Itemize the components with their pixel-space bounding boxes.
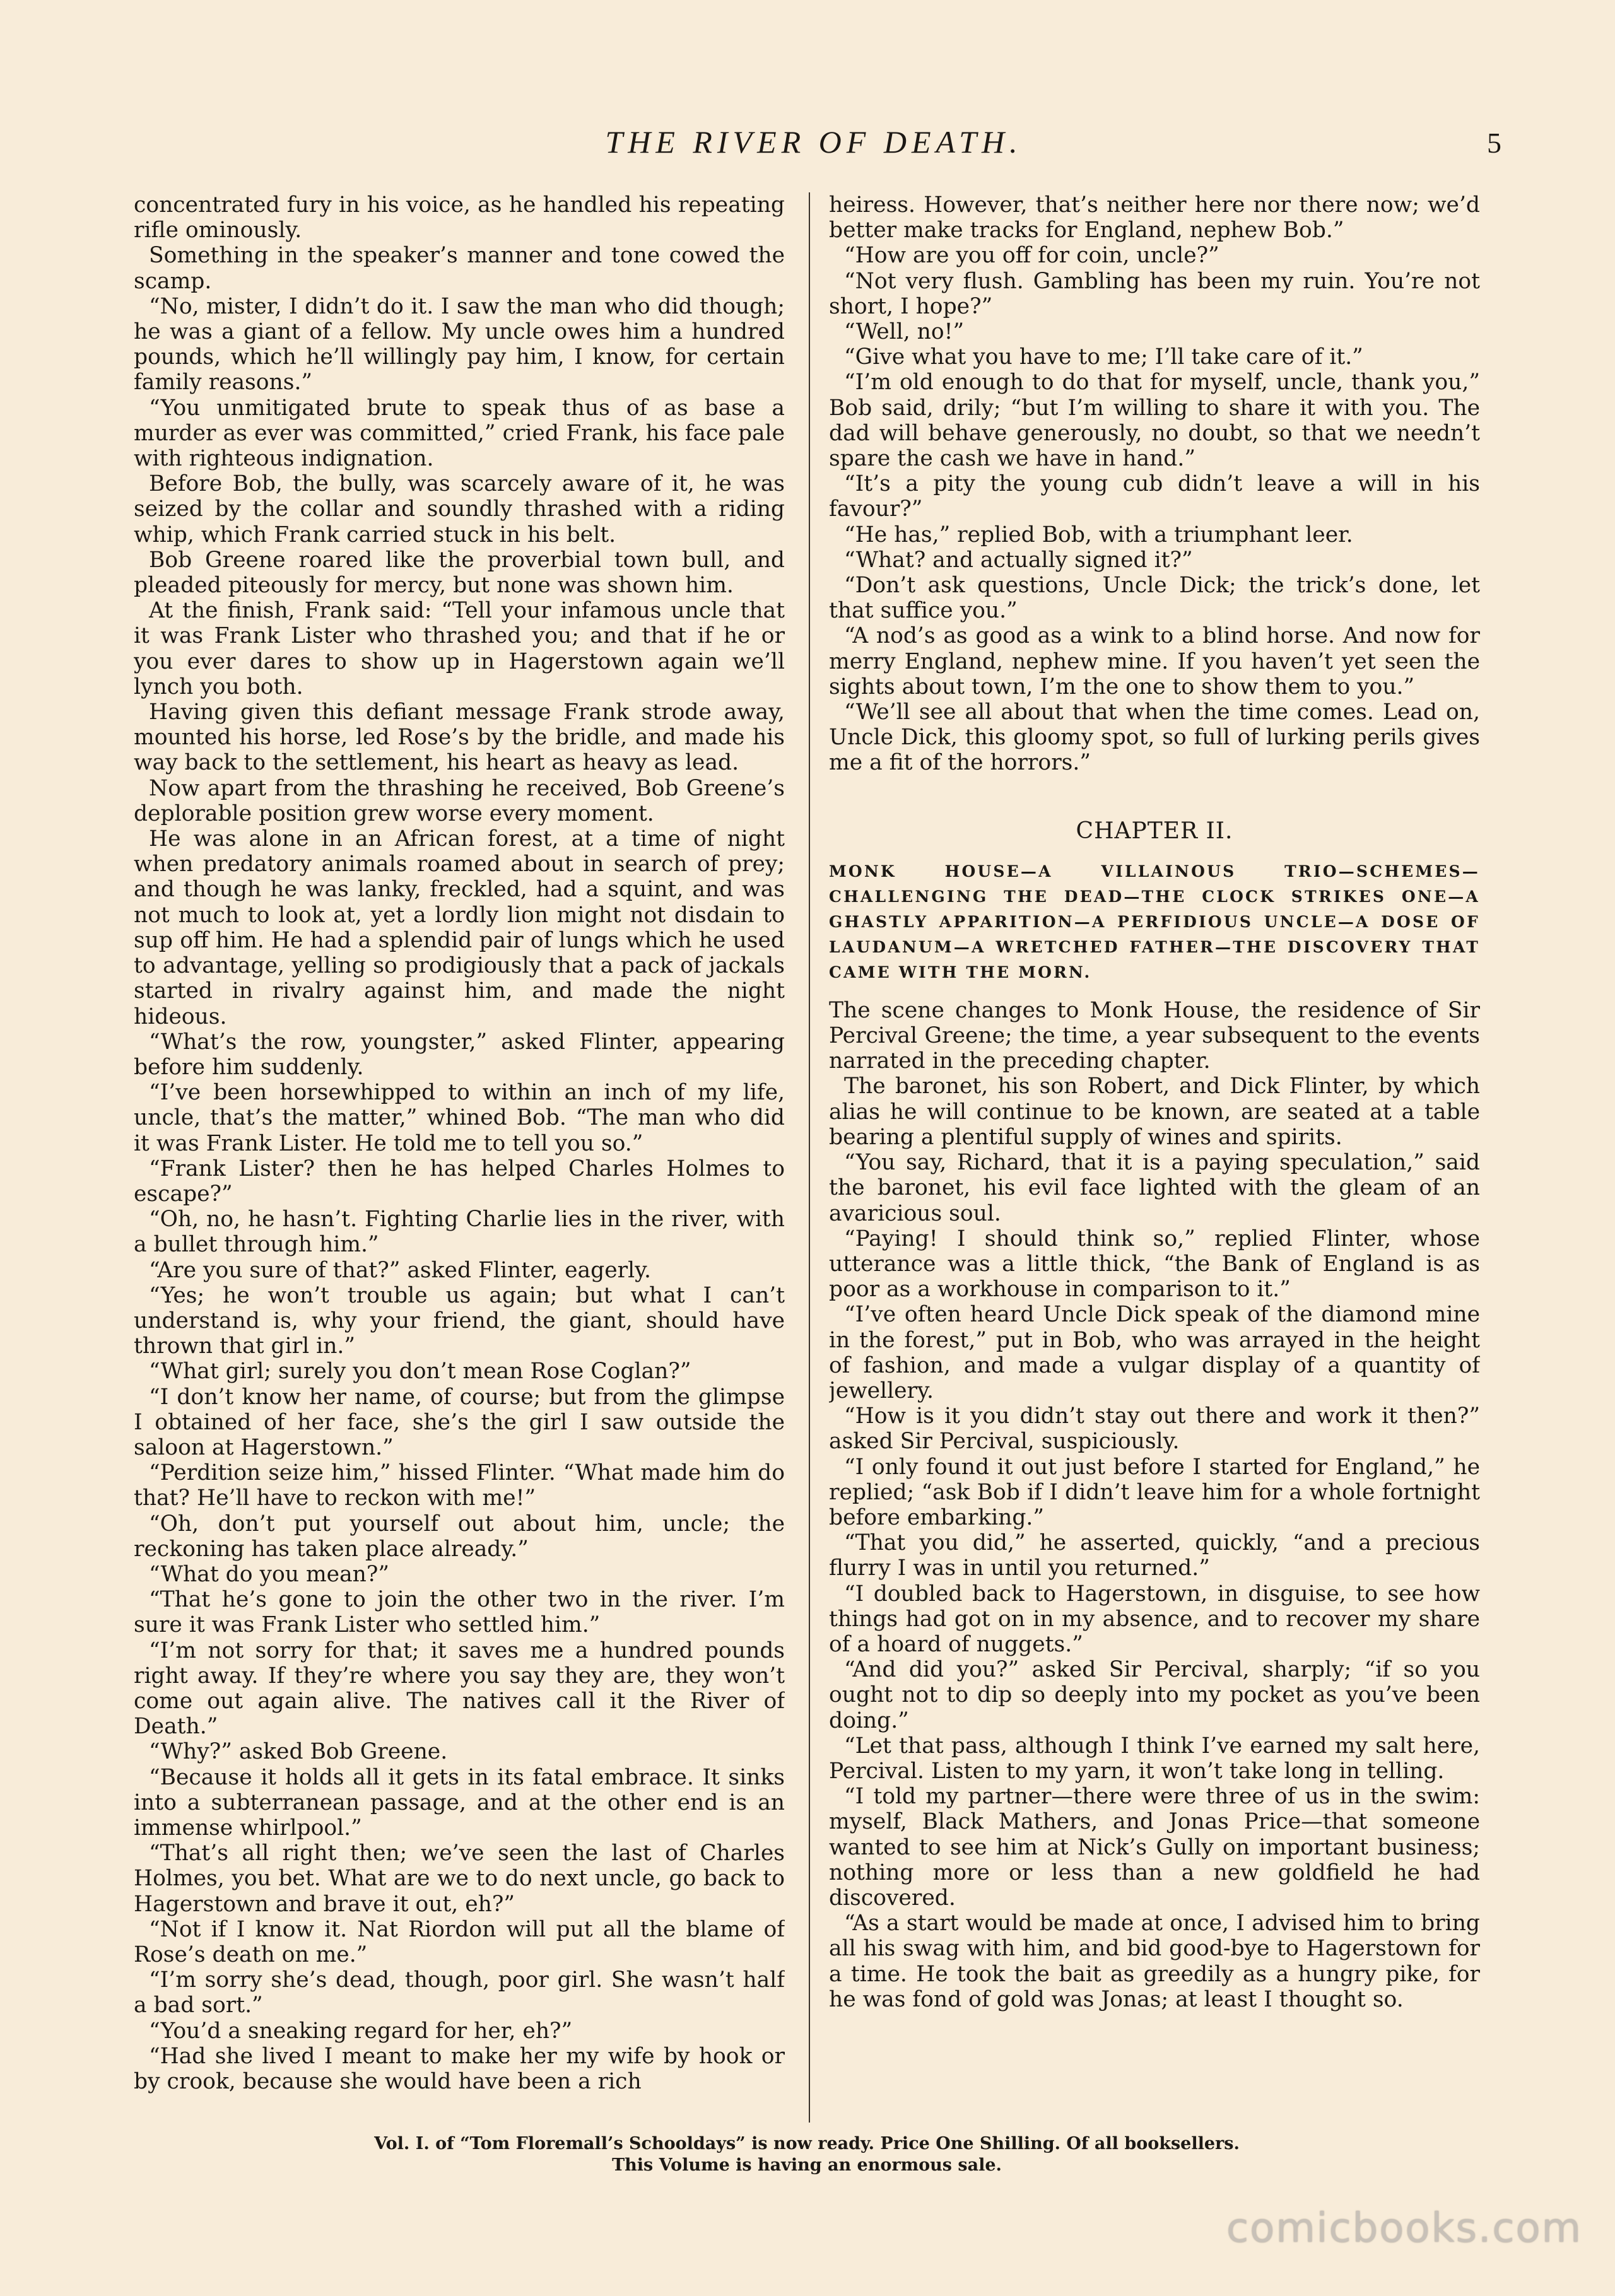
paragraph: Before Bob, the bully, was scarcely aware of it, he was seized by the collar and soundly thrashed with a riding whip, which Frank carried stuck in his belt. xyxy=(134,471,785,548)
paragraph: “Perdition seize him,” hissed Flinter. “What made him do that? He’ll have to reckon with me!” xyxy=(134,1460,785,1511)
paragraph: “Yes; he won’t trouble us again; but what I can’t understand is, why your friend, the giant, should have thrown that girl in.” xyxy=(134,1282,785,1359)
advertisement-footer xyxy=(134,2133,1480,2176)
paragraph: “Frank Lister? then he has helped Charles Holmes to escape?” xyxy=(134,1156,785,1207)
paragraph: “Because it holds all it gets in its fatal embrace. It sinks into a subterranean passage, and at the other end is an immense whirlpool.” xyxy=(134,1764,785,1841)
paragraph: “Had she lived I meant to make her my wife by hook or by crook, because she would have been a rich xyxy=(134,2043,785,2095)
watermark: comicbooks.com xyxy=(1226,2205,1582,2252)
paragraph: “And did you?” asked Sir Percival, sharply; “if so you ought not to dip so deeply into my pocket as you’ve been doing.” xyxy=(829,1657,1480,1733)
paragraph: “That you did,” he asserted, quickly, “and a precious flurry I was in until you returned.” xyxy=(829,1530,1480,1581)
paragraph: heiress. However, that’s neither here nor there now; we’d better make tracks for England, nephew Bob.” xyxy=(829,192,1480,243)
right-column-top-text xyxy=(829,192,1480,776)
paragraph: “I’ve been horsewhipped to within an inch of my life, uncle, that’s the matter,” whined Bob. “The man who did it was Frank Lister. He told me to tell you so.” xyxy=(134,1080,785,1156)
running-title: THE RIVER OF DEATH. xyxy=(605,124,1023,160)
paragraph: “Why?” asked Bob Greene. xyxy=(149,1739,448,1765)
paragraph: Something in the speaker’s manner and tone cowed the scamp. xyxy=(134,243,785,294)
paragraph: Having given this defiant message Frank strode away, mounted his horse, led Rose’s by the bridle, and made his way back to the settlement, his heart as heavy as lead. xyxy=(134,700,785,776)
right-column-bottom-text xyxy=(829,998,1480,2012)
paragraph: “How is it you didn’t stay out there and work it then?” asked Sir Percival, suspiciously. xyxy=(829,1403,1480,1455)
paragraph: “I don’t know her name, of course; but from the glimpse I obtained of her face, she’s the girl I saw outside the saloon at Hagerstown.” xyxy=(134,1384,785,1460)
paragraph: “I’ve often heard Uncle Dick speak of the diamond mine in the forest,” put in Bob, who was arrayed in the height of fashion, and made a vulgar display of a quantity of jewellery. xyxy=(829,1302,1480,1403)
paragraph: “What do you mean?” xyxy=(149,1561,389,1587)
paragraph: “Paying! I should think so,” replied Flinter, whose utterance was a little thick, “the Bank of England is as poor as a workhouse in comparison to it.” xyxy=(829,1226,1480,1303)
paragraph: “I’m not sorry for that; it saves me a hundred pounds right away. If they’re where you say they are, they won’t come out again alive. The natives call it the River of Death.” xyxy=(134,1637,785,1740)
paragraph: “I doubled back to Hagerstown, in disguise, to see how things had got on in my absence, and to recover my share of a hoard of nuggets.” xyxy=(829,1581,1480,1657)
paragraph: “I’m old enough to do that for myself, uncle, thank you,” Bob said, drily; “but I’m willing to share it with you. The dad will behave generously, no doubt, so that we needn’t spare the cash we have in hand.” xyxy=(829,370,1480,472)
paragraph: “A nod’s as good as a wink to a blind horse. And now for merry England, nephew mine. If you haven’t yet seen the sights about town, I’m the one to show them to you.” xyxy=(829,623,1480,700)
paragraph: At the finish, Frank said: “Tell your infamous uncle that it was Frank Lister who thrashed you; and that if he or you ever dares to show up in Hagerstown again we’ll lynch you both. xyxy=(134,598,785,700)
paragraph: “You’d a sneaking regard for her, eh?” xyxy=(149,2018,573,2044)
advertisement-line-1: Vol. I. of “Tom Floremall’s Schooldays” is now ready. Price One Shilling. Of all booksellers. xyxy=(374,2134,1240,2153)
paragraph: “How are you off for coin, uncle?” xyxy=(844,243,1219,269)
left-column xyxy=(134,192,785,2129)
paragraph: “That he’s gone to join the other two in the river. I’m sure it was Frank Lister who settled him.” xyxy=(134,1587,785,1638)
paragraph: “It’s a pity the young cub didn’t leave a will in his favour?” xyxy=(829,471,1480,522)
paragraph: “Let that pass, although I think I’ve earned my salt here, Percival. Listen to my yarn, it won’t take long in telling. xyxy=(829,1733,1480,1784)
paragraph: “Oh, don’t put yourself out about him, uncle; the reckoning has taken place already.” xyxy=(134,1511,785,1562)
paragraph: “What’s the row, youngster,” asked Flinter, appearing before him suddenly. xyxy=(134,1029,785,1080)
paragraph: “I told my partner—there were three of us in the swim: myself, Black Mathers, and Jonas Price—that someone wanted to see him at Nick’s Gully on important business; nothing more or less than a new goldfield he had discovered. xyxy=(829,1784,1480,1911)
paragraph: “Are you sure of that?” asked Flinter, eagerly. xyxy=(149,1257,652,1283)
paragraph: “That’s all right then; we’ve seen the last of Charles Holmes, you bet. What are we to do next uncle, go back to Hagerstown and brave it out, eh?” xyxy=(134,1841,785,1917)
paragraph: “Not if I know it. Nat Riordon will put all the blame of Rose’s death on me.” xyxy=(134,1916,785,1968)
page-header xyxy=(126,124,1501,168)
column-divider xyxy=(809,192,810,2123)
paragraph: “I’m sorry she’s dead, though, poor girl. She wasn’t half a bad sort.” xyxy=(134,1967,785,2018)
paragraph: “You say, Richard, that it is a paying speculation,” said the baronet, his evil face lighted with the gleam of an avaricious soul. xyxy=(829,1150,1480,1226)
paragraph: “He has,” replied Bob, with a triumphant leer. xyxy=(844,522,1353,548)
paragraph: “I only found it out just before I started for England,” he replied; “ask Bob if I didn’t leave him for a whole fortnight before embarking.” xyxy=(829,1454,1480,1530)
paragraph: concentrated fury in his voice, as he handled his repeating rifle ominously. xyxy=(134,192,785,243)
paragraph: The baronet, his son Robert, and Dick Flinter, by which alias he will continue to be known, are seated at a table bearing a plentiful supply of wines and spirits. xyxy=(829,1074,1480,1150)
paragraph: Now apart from the thrashing he received, Bob Greene’s deplorable position grew worse every moment. xyxy=(134,775,785,826)
paragraph: “We’ll see all about that when the time comes. Lead on, Uncle Dick, this gloomy spot, so full of lurking perils gives me a fit of the horrors.” xyxy=(829,700,1480,776)
page-number: 5 xyxy=(1487,127,1501,159)
paragraph: Bob Greene roared like the proverbial town bull, and pleaded piteously for mercy, but none was shown him. xyxy=(134,547,785,599)
paragraph: “Not very flush. Gambling has been my ruin. You’re not short, I hope?” xyxy=(829,268,1480,319)
paragraph: “What girl; surely you don’t mean Rose Coglan?” xyxy=(149,1359,691,1385)
paragraph: “Don’t ask questions, Uncle Dick; the trick’s done, let that suffice you.” xyxy=(829,573,1480,624)
paragraph: “Oh, no, he hasn’t. Fighting Charlie lies in the river, with a bullet through him.” xyxy=(134,1207,785,1258)
advertisement-line-2: This Volume is having an enormous sale. xyxy=(612,2155,1002,2175)
paragraph: “What? and actually signed it?” xyxy=(844,547,1193,573)
paragraph: “Well, no!” xyxy=(844,319,965,345)
chapter-title: CHAPTER II. xyxy=(1076,817,1233,844)
paragraph: He was alone in an African forest, at a time of night when predatory animals roamed about in search of prey; and though he was lanky, freckled, had a squint, and was not much to look at, yet a lordly lion might not disdain to sup off him. He had a splendid pair of lungs which he used to advantage, yelling so prodigiously that a pack of jackals started in rivalry against him, and made the night hideous. xyxy=(134,826,785,1029)
paragraph: “As a start would be made at once, I advised him to bring all his swag with him, and bid good-bye to Hagerstown for a time. He took the bait as greedily as a hungry pike, for he was fond of gold was Jonas; at least I thought so. xyxy=(829,1911,1480,2012)
right-column xyxy=(829,192,1480,2129)
paragraph: “You unmitigated brute to speak thus of as base a murder as ever was committed,” cried Frank, his face pale with righteous indignation. xyxy=(134,395,785,472)
paragraph: “Give what you have to me; I’ll take care of it.” xyxy=(844,344,1363,370)
paragraph: “No, mister, I didn’t do it. I saw the man who did though; he was a giant of a fellow. My uncle owes him a hundred pounds, which he’ll willingly pay him, I know, for certain family reasons.” xyxy=(134,293,785,395)
paragraph: The scene changes to Monk House, the residence of Sir Percival Greene; the time, a year subsequent to the events narrated in the preceding chapter. xyxy=(829,997,1480,1074)
chapter-synopsis: MONK HOUSE—A VILLAINOUS TRIO—SCHEMES—CHALLENGING THE DEAD—THE CLOCK STRIKES ONE—A GHASTLY APPARITION—A PERFIDIOUS UNCLE—A DOSE OF LAUDANUM—A WRETCHED FATHER—THE DISCOVERY THAT CAME WITH THE MORN. xyxy=(829,862,1480,981)
